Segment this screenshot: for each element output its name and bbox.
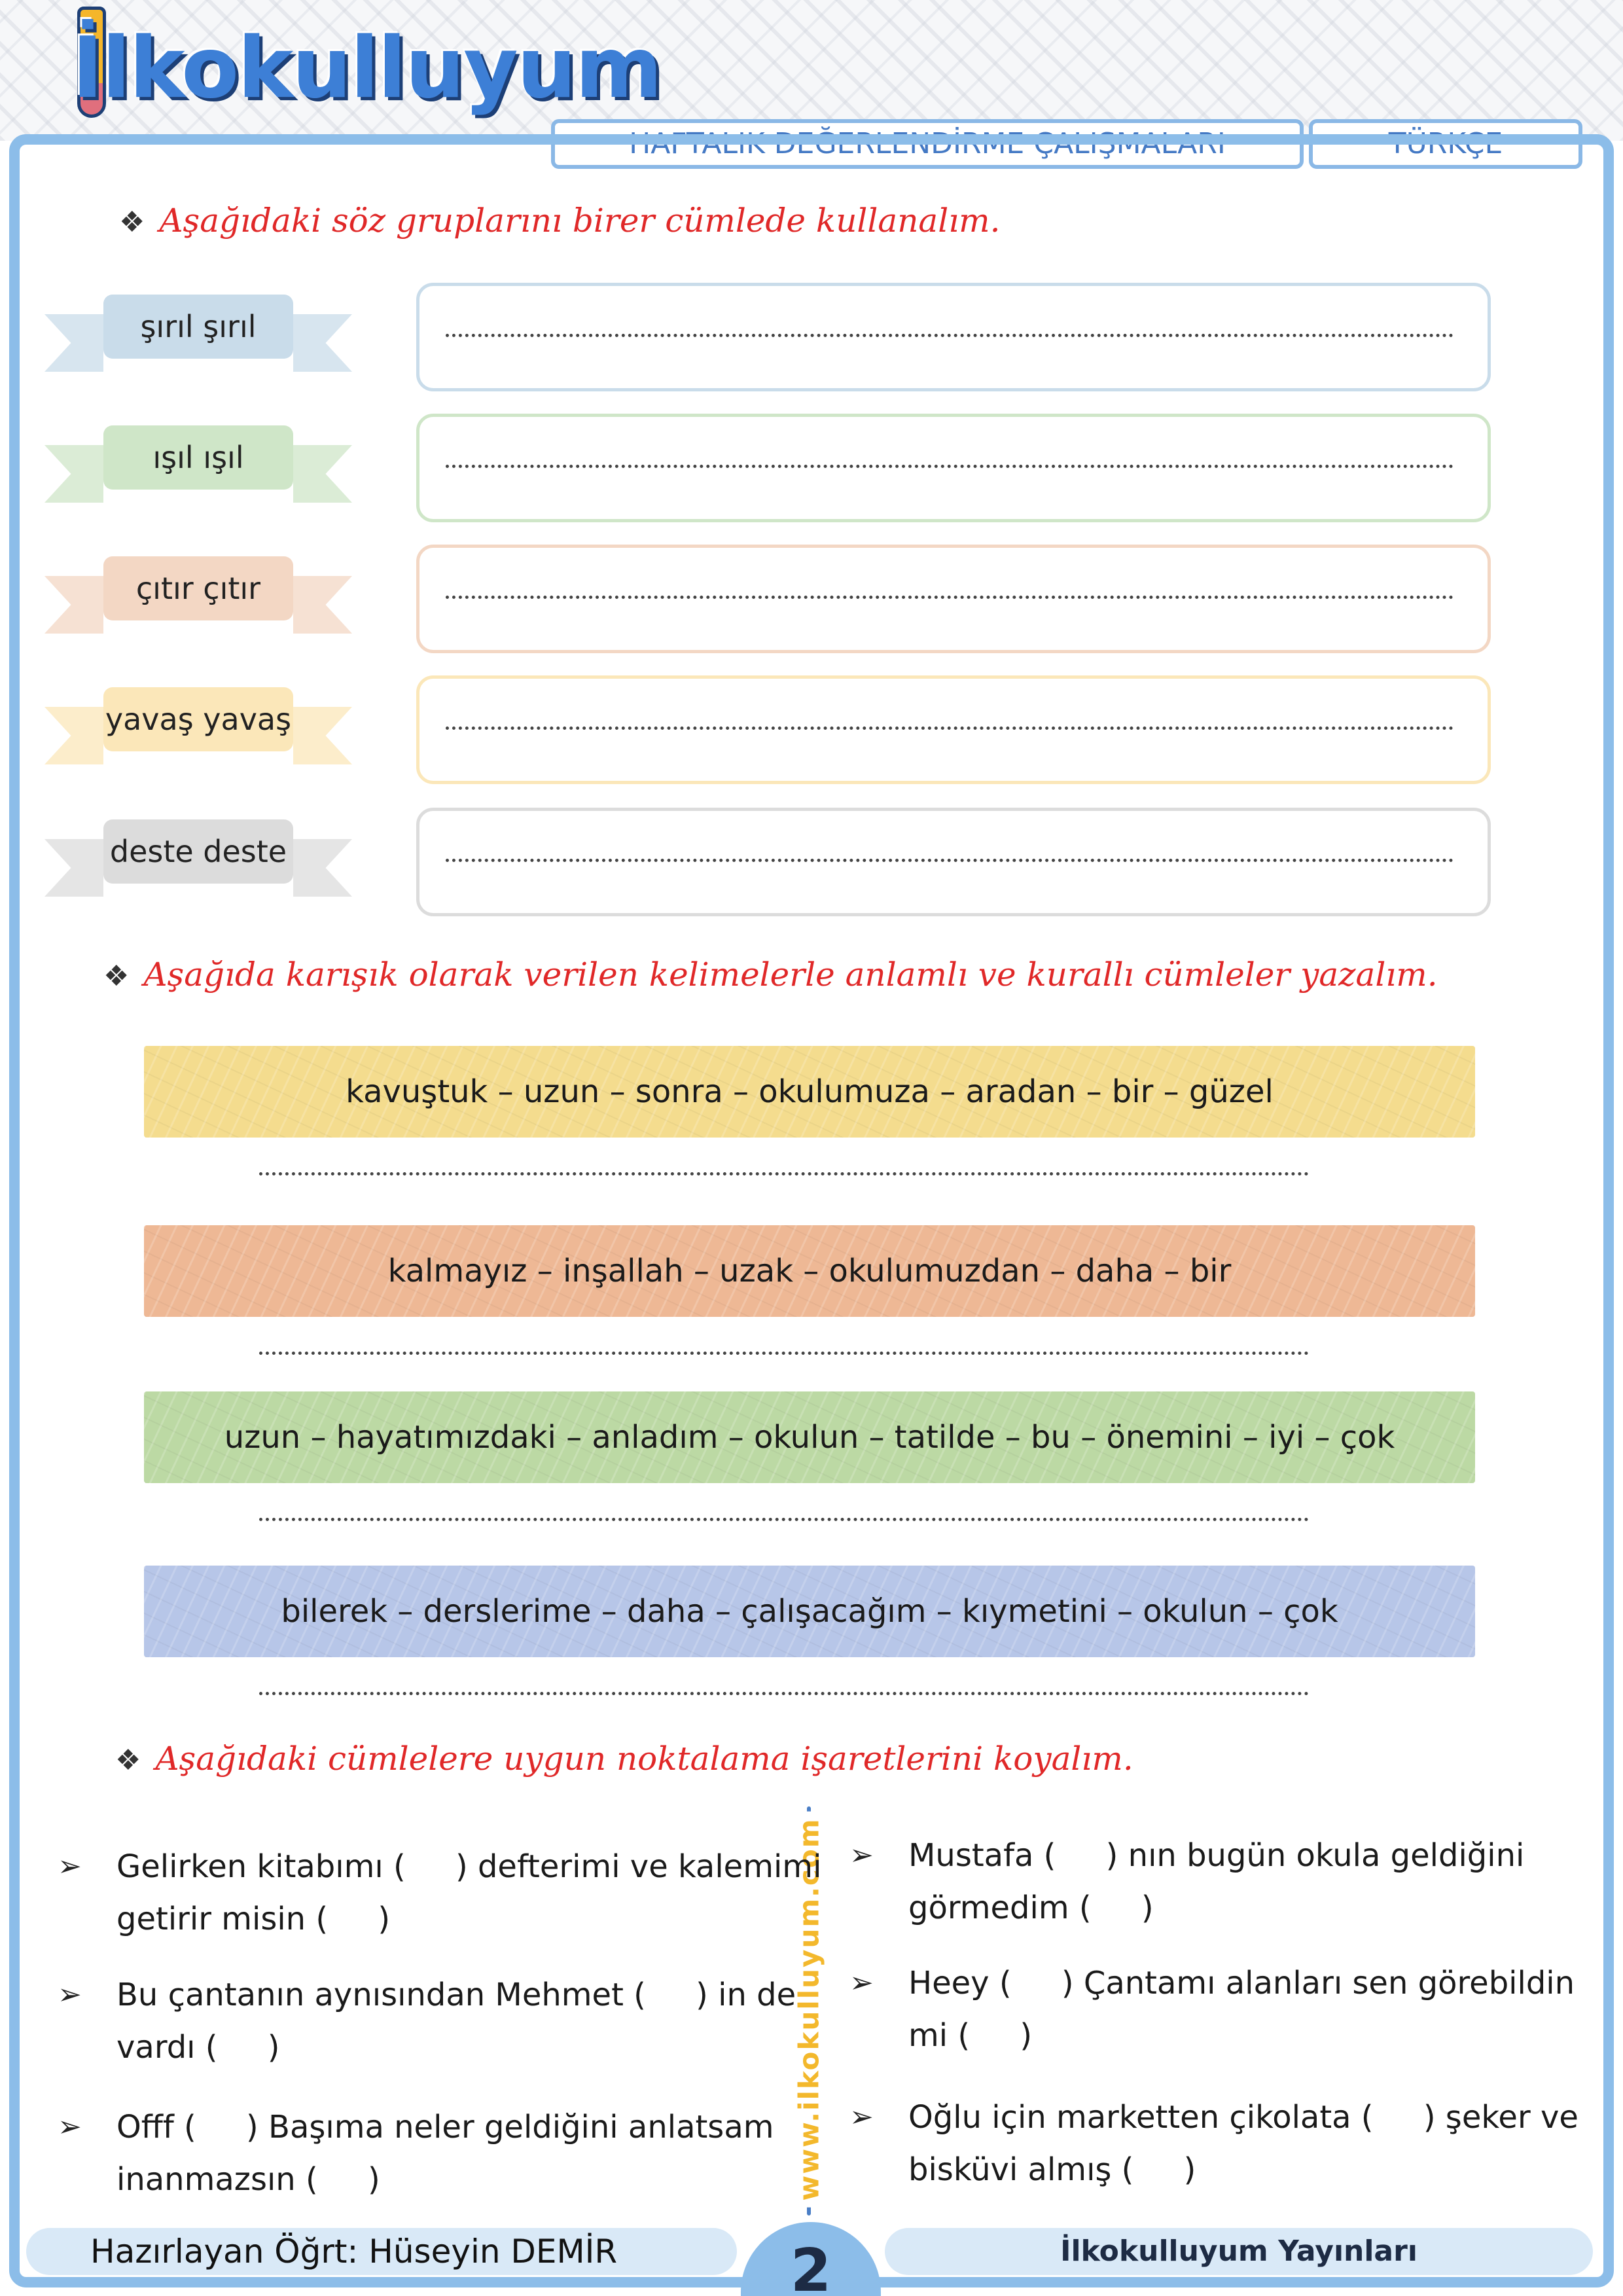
ribbon-label: çıtır çıtır (103, 556, 293, 620)
ribbon-label: şırıl şırıl (103, 295, 293, 359)
arrow-bullet-icon: ➢ (849, 1839, 874, 1872)
punctuation-sentence (849, 1957, 1575, 2062)
scrambled-words-strip: kalmayız – inşallah – uzak – okulumuzdan – daha – bir (144, 1225, 1475, 1317)
punctuation-sentence (58, 1969, 796, 2073)
sentence-line-1: Offf ( ) Başıma neler geldiğini anlatsam (116, 2109, 774, 2145)
scrambled-words-strip: kavuştuk – uzun – sonra – okulumuza – aradan – bir – güzel (144, 1046, 1475, 1138)
answer-box[interactable] (416, 675, 1491, 784)
answer-box[interactable] (416, 808, 1491, 916)
ribbon-tail-left (45, 445, 103, 503)
ribbon-label: deste deste (103, 819, 293, 884)
word-ribbon (45, 425, 352, 511)
answer-box[interactable] (416, 545, 1491, 653)
bullet-diamond-icon: ❖ (103, 960, 130, 993)
section1-instruction: ❖ Aşağıdaki söz gruplarını birer cümlede kullanalım. (119, 202, 1001, 240)
answer-dotted-line (446, 461, 1454, 468)
ribbon-label: yavaş yavaş (103, 687, 293, 751)
punctuation-sentence (58, 1840, 822, 1945)
section3-instruction: ❖ Aşağıdaki cümlelere uygun noktalama işaretlerini koyalım. (115, 1740, 1133, 1778)
answer-box[interactable] (416, 414, 1491, 522)
sentence-line-1: Bu çantanın aynısından Mehmet ( ) in de (116, 1977, 796, 2013)
section2-instruction: ❖ Aşağıda karışık olarak verilen kelimelerle anlamlı ve kurallı cümleler yazalım. (103, 956, 1438, 994)
punctuation-sentence (849, 1829, 1525, 1934)
answer-dotted-line (446, 331, 1454, 337)
scrambled-words-strip: bilerek – derslerime – daha – çalışacağım – kıymetini – okulun – çok (144, 1566, 1475, 1657)
ribbon-tail-left (45, 576, 103, 634)
answer-dotted-line (446, 592, 1454, 599)
ribbon-label: ışıl ışıl (103, 425, 293, 490)
sentence-line-1: Heey ( ) Çantamı alanları sen görebildin (908, 1965, 1575, 2001)
ribbon-tail-left (45, 839, 103, 897)
arrow-bullet-icon: ➢ (849, 2100, 874, 2134)
scrambled-words-strip: uzun – hayatımızdaki – anladım – okulun – tatilde – bu – önemini – iyi – çok (144, 1391, 1475, 1483)
answer-dotted-line[interactable] (259, 1690, 1309, 1695)
answer-dotted-line[interactable] (259, 1516, 1309, 1521)
sentence-line-2: mi ( ) (908, 2017, 1033, 2054)
answer-dotted-line (446, 723, 1454, 730)
sentence-line-1: Mustafa ( ) nın bugün okula geldiğini (908, 1837, 1525, 1874)
answer-dotted-line (446, 855, 1454, 862)
page-number: 2 (741, 2222, 881, 2296)
word-ribbon (45, 819, 352, 905)
ribbon-tail-left (45, 707, 103, 764)
arrow-bullet-icon: ➢ (58, 1978, 82, 2011)
answer-box[interactable] (416, 283, 1491, 391)
ribbon-tail-right (293, 314, 352, 372)
sentence-line-2: inanmazsın ( ) (116, 2161, 380, 2198)
punctuation-sentence (849, 2091, 1578, 2196)
word-ribbon (45, 687, 352, 772)
sentence-line-2: getirir misin ( ) (116, 1901, 391, 1937)
word-ribbon (45, 295, 352, 380)
arrow-bullet-icon: ➢ (58, 2110, 82, 2144)
bullet-diamond-icon: ❖ (119, 206, 145, 239)
sentence-line-2: görmedim ( ) (908, 1890, 1154, 1926)
ribbon-tail-left (45, 314, 103, 372)
sentence-line-1: Gelirken kitabımı ( ) defterimi ve kalemimi (116, 1848, 822, 1885)
punctuation-sentence (58, 2101, 774, 2206)
sentence-line-2: bisküvi almış ( ) (908, 2151, 1196, 2188)
arrow-bullet-icon: ➢ (58, 1850, 82, 1883)
sentence-line-2: vardı ( ) (116, 2029, 280, 2066)
answer-dotted-line[interactable] (259, 1350, 1309, 1355)
word-ribbon (45, 556, 352, 641)
footer-author: Hazırlayan Öğrt: Hüseyin DEMİR (26, 2228, 737, 2275)
logo: İlkokulluyum (72, 20, 662, 117)
arrow-bullet-icon: ➢ (849, 1966, 874, 2000)
ribbon-tail-right (293, 445, 352, 503)
footer-publisher: İlkokulluyum Yayınları (885, 2228, 1593, 2275)
worksheet-title: HAFTALIK DEĞERLENDİRME ÇALIŞMALARI (551, 119, 1304, 169)
ribbon-tail-right (293, 839, 352, 897)
sentence-line-1: Oğlu için marketten çikolata ( ) şeker ve (908, 2099, 1578, 2136)
bullet-diamond-icon: ❖ (115, 1744, 141, 1777)
ribbon-tail-right (293, 576, 352, 634)
subject-label: TÜRKÇE (1309, 119, 1582, 169)
answer-dotted-line[interactable] (259, 1170, 1309, 1175)
